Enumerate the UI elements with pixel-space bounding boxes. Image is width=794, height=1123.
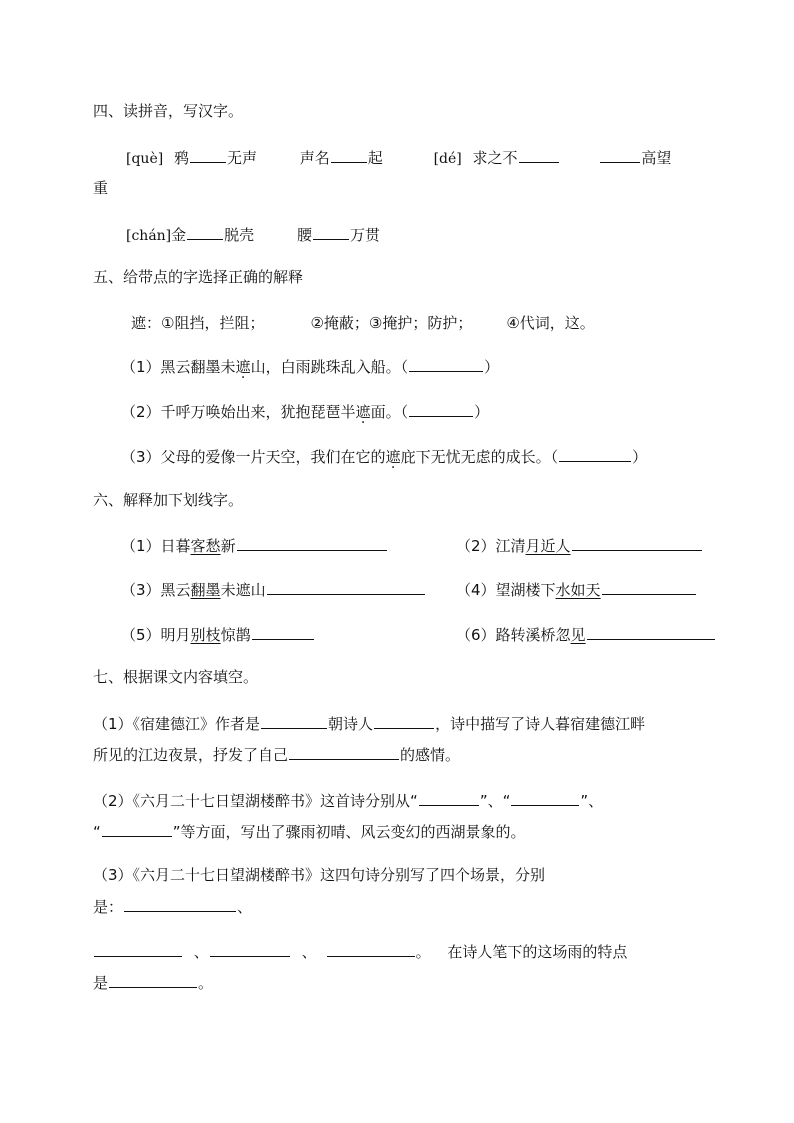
answer-blank[interactable] (587, 624, 715, 640)
pinyin-row-1-wrap: 重 (93, 179, 109, 197)
answer-blank[interactable] (94, 941, 182, 957)
question-5-1: （1）黑云翻墨未遮山，白雨跳珠乱入船。（ ） (121, 358, 500, 376)
underlined-word: 翻墨 (190, 581, 221, 599)
answer-blank[interactable] (409, 356, 483, 372)
question-7-1-line-1: （1）《宿建德江》作者是 朝诗人 ，诗中描写了诗人暮宿建德江畔 (93, 715, 646, 733)
definition-line: 遮：①阻挡，拦阻； ②掩蔽；③掩护；防护； ④代词，这。 (131, 314, 595, 332)
section-4-title: 四、读拼音，写汉字。 (93, 102, 244, 120)
answer-blank[interactable] (331, 147, 367, 163)
underlined-word: 见 (570, 626, 586, 644)
underlined-word: 客愁 (190, 537, 221, 555)
section-7-title: 七、根据课文内容填空。 (93, 668, 259, 686)
answer-blank[interactable] (327, 941, 415, 957)
dotted-char: 遮 (235, 358, 251, 376)
answer-blank[interactable] (602, 579, 696, 595)
section-6-title: 六、解释加下划线字。 (93, 491, 244, 509)
answer-blank[interactable] (289, 744, 399, 760)
answer-blank[interactable] (572, 535, 702, 551)
item-6-4: （4）望湖楼下水如天 (456, 579, 697, 600)
question-7-3-line-3: 、 、 。 在诗人笔下的这场雨的特点 (93, 941, 627, 962)
question-7-1-line-2: 所见的江边夜景，抒发了自己 的感情。 (93, 746, 461, 764)
question-5-3: （3）父母的爱像一片天空，我们在它的遮庇下无忧无虑的成长。（ ） (121, 448, 648, 466)
answer-blank[interactable] (102, 821, 172, 837)
answer-blank[interactable] (419, 790, 479, 806)
answer-blank[interactable] (252, 624, 314, 640)
answer-blank[interactable] (237, 535, 387, 551)
dotted-char: 遮 (385, 448, 401, 466)
answer-blank[interactable] (109, 972, 197, 988)
question-7-2-line-2: “ ”等方面，写出了骤雨初晴、风云变幻的西湖景象的。 (93, 823, 526, 841)
question-7-3-line-4: 是 。 (93, 974, 214, 992)
pinyin-que: [què] (126, 151, 164, 167)
answer-blank[interactable] (559, 446, 631, 462)
dotted-char: 遮 (355, 403, 371, 421)
answer-blank[interactable] (124, 896, 236, 912)
answer-blank[interactable] (511, 790, 579, 806)
answer-blank[interactable] (374, 713, 434, 729)
answer-blank[interactable] (409, 401, 473, 417)
answer-blank[interactable] (267, 579, 425, 595)
underlined-word: 水如天 (555, 581, 601, 599)
answer-blank[interactable] (313, 224, 349, 240)
section-5-title: 五、给带点的字选择正确的解释 (93, 268, 304, 286)
question-7-3-line-2: 是： 、 (93, 898, 253, 916)
item-6-6: （6）路转溪桥忽见 (456, 624, 716, 645)
underlined-word: 月近人 (525, 537, 571, 555)
pinyin-row-1: [què] 鸦 无声 声名 起 [dé] 求之不 高望 (126, 149, 672, 167)
underlined-word: 别枝 (190, 626, 221, 644)
answer-blank[interactable] (190, 147, 226, 163)
answer-blank[interactable] (210, 941, 290, 957)
question-5-2: （2）千呼万唤始出来，犹抱琵琶半遮面。（ ） (121, 403, 490, 421)
pinyin-row-2: [chán]金 脱壳 腰 万贯 (126, 226, 380, 244)
answer-blank[interactable] (519, 147, 559, 163)
item-6-5: （5）明月别枝惊鹊 (121, 624, 315, 645)
pinyin-de: [dé] (433, 151, 462, 167)
answer-blank[interactable] (187, 224, 223, 240)
question-7-3-line-1: （3）《六月二十七日望湖楼醉书》这四句诗分别写了四个场景，分别 (93, 866, 546, 884)
answer-blank[interactable] (600, 147, 640, 163)
question-7-2-line-1: （2）《六月二十七日望湖楼醉书》这首诗分别从“ ”、“ ”、 (93, 792, 604, 810)
answer-blank[interactable] (261, 713, 327, 729)
item-6-2: （2）江清月近人 (456, 535, 703, 556)
pinyin-chan: [chán] (126, 228, 172, 244)
item-6-3: （3）黑云翻墨未遮山 (121, 579, 426, 600)
item-6-1: （1）日暮客愁新 (121, 535, 388, 556)
